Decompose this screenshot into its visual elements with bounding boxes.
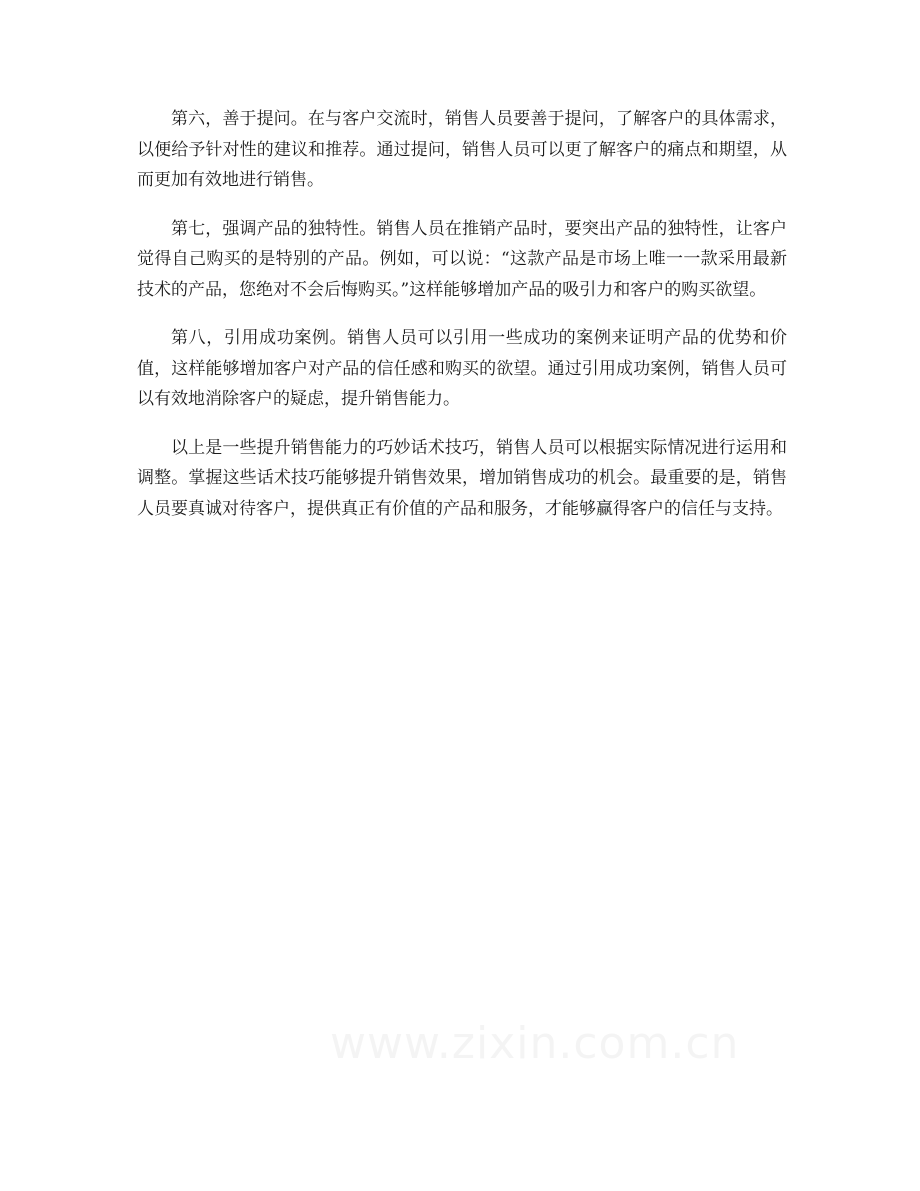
document-body bbox=[137, 104, 787, 542]
watermark: www.zixin.com.cn bbox=[330, 1018, 740, 1069]
paragraph-sixth-tip: 第六，善于提问。在与客户交流时，销售人员要善于提问，了解客户的具体需求，以便给予针对性的建议和推荐。通过提问，销售人员可以更了解客户的痛点和期望，从而更加有效地进行销售。 bbox=[137, 109, 787, 190]
paragraph-conclusion: 以上是一些提升销售能力的巧妙话术技巧，销售人员可以根据实际情况进行运用和调整。掌握这些话术技巧能够提升销售效果，增加销售成功的机会。最重要的是，销售人员要真诚对待客户，提供真正有价值的产品和服务，才能够赢得客户的信任与支持。 bbox=[137, 437, 787, 519]
paragraph-seventh-tip: 第七，强调产品的独特性。销售人员在推销产品时，要突出产品的独特性，让客户觉得自己购买的是特别的产品。例如，可以说：“这款产品是市场上唯一一款采用最新技术的产品，您绝对不会后悔购买。”这样能够增加产品的吸引力和客户的购买欲望。 bbox=[137, 218, 787, 300]
paragraph-eighth-tip: 第八，引用成功案例。销售人员可以引用一些成功的案例来证明产品的优势和价值，这样能够增加客户对产品的信任感和购买的欲望。通过引用成功案例，销售人员可以有效地消除客户的疑虑，提升销售能力。 bbox=[137, 328, 787, 409]
